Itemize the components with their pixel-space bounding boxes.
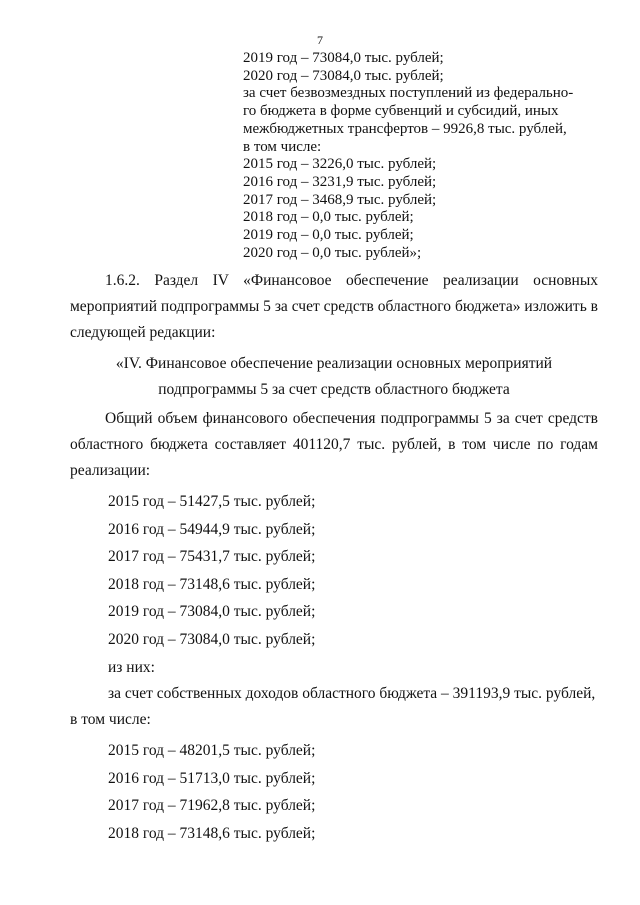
funding-line: в том числе: xyxy=(243,138,322,155)
year-own-item: 2018 год – 73148,6 тыс. рублей; xyxy=(108,824,316,842)
funding-line: 2015 год – 3226,0 тыс. рублей; xyxy=(243,156,437,173)
section-heading-line: «IV. Финансовое обеспечение реализации основных мероприятий xyxy=(115,355,553,372)
funding-line: го бюджета в форме субвенций и субсидий, иных xyxy=(243,103,559,120)
own-income-tail: в том числе: xyxy=(70,711,151,729)
section-heading-line: подпрограммы 5 за счет средств областного бюджета xyxy=(158,381,510,398)
funding-line: 2018 год – 0,0 тыс. рублей; xyxy=(243,209,414,226)
funding-line: 2020 год – 0,0 тыс. рублей»; xyxy=(243,244,422,261)
year-own-item: 2015 год – 48201,5 тыс. рублей; xyxy=(108,742,316,760)
year-total-item: 2015 год – 51427,5 тыс. рублей; xyxy=(108,493,316,510)
funding-line: за счет безвозмездных поступлений из федерально- xyxy=(243,85,574,102)
year-own-item: 2017 год – 71962,8 тыс. рублей; xyxy=(108,797,316,815)
funding-line: 2019 год – 0,0 тыс. рублей; xyxy=(243,227,414,244)
page-number: 7 xyxy=(317,33,323,47)
year-own-item: 2016 год – 51713,0 тыс. рублей; xyxy=(108,769,316,787)
section-paragraph: 1.6.2. Раздел IV «Финансовое обеспечение реализации основных мероприятий подпрограммы 5 за счет средств областного бюджета» изложить в следующей редакции: xyxy=(70,272,598,341)
year-total-item: 2017 год – 75431,7 тыс. рублей; xyxy=(108,548,316,566)
main-text xyxy=(70,268,598,848)
funding-line: 2019 год – 73084,0 тыс. рублей; xyxy=(243,50,444,66)
own-income-line: за счет собственных доходов областного бюджета – 391193,9 тыс. рублей, xyxy=(108,685,596,703)
year-total-item: 2018 год – 73148,6 тыс. рублей; xyxy=(108,575,316,593)
of-them-label: из них: xyxy=(108,658,155,676)
funding-line: межбюджетных трансфертов – 9926,8 тыс. рублей, xyxy=(243,120,567,137)
funding-line: 2016 год – 3231,9 тыс. рублей; xyxy=(243,173,437,190)
section-heading xyxy=(70,351,598,403)
year-total-item: 2019 год – 73084,0 тыс. рублей; xyxy=(108,603,316,621)
funding-line: 2020 год – 73084,0 тыс. рублей; xyxy=(243,67,444,84)
year-total-item: 2020 год – 73084,0 тыс. рублей; xyxy=(108,630,316,648)
funding-continuation-block xyxy=(243,50,583,262)
total-paragraph: Общий объем финансового обеспечения подпрограммы 5 за счет средств областного бюджета составляет 401120,7 тыс. рублей, в том числе по годам реализации: xyxy=(70,410,598,479)
funding-line: 2017 год – 3468,9 тыс. рублей; xyxy=(243,191,437,208)
year-total-item: 2016 год – 54944,9 тыс. рублей; xyxy=(108,520,316,538)
